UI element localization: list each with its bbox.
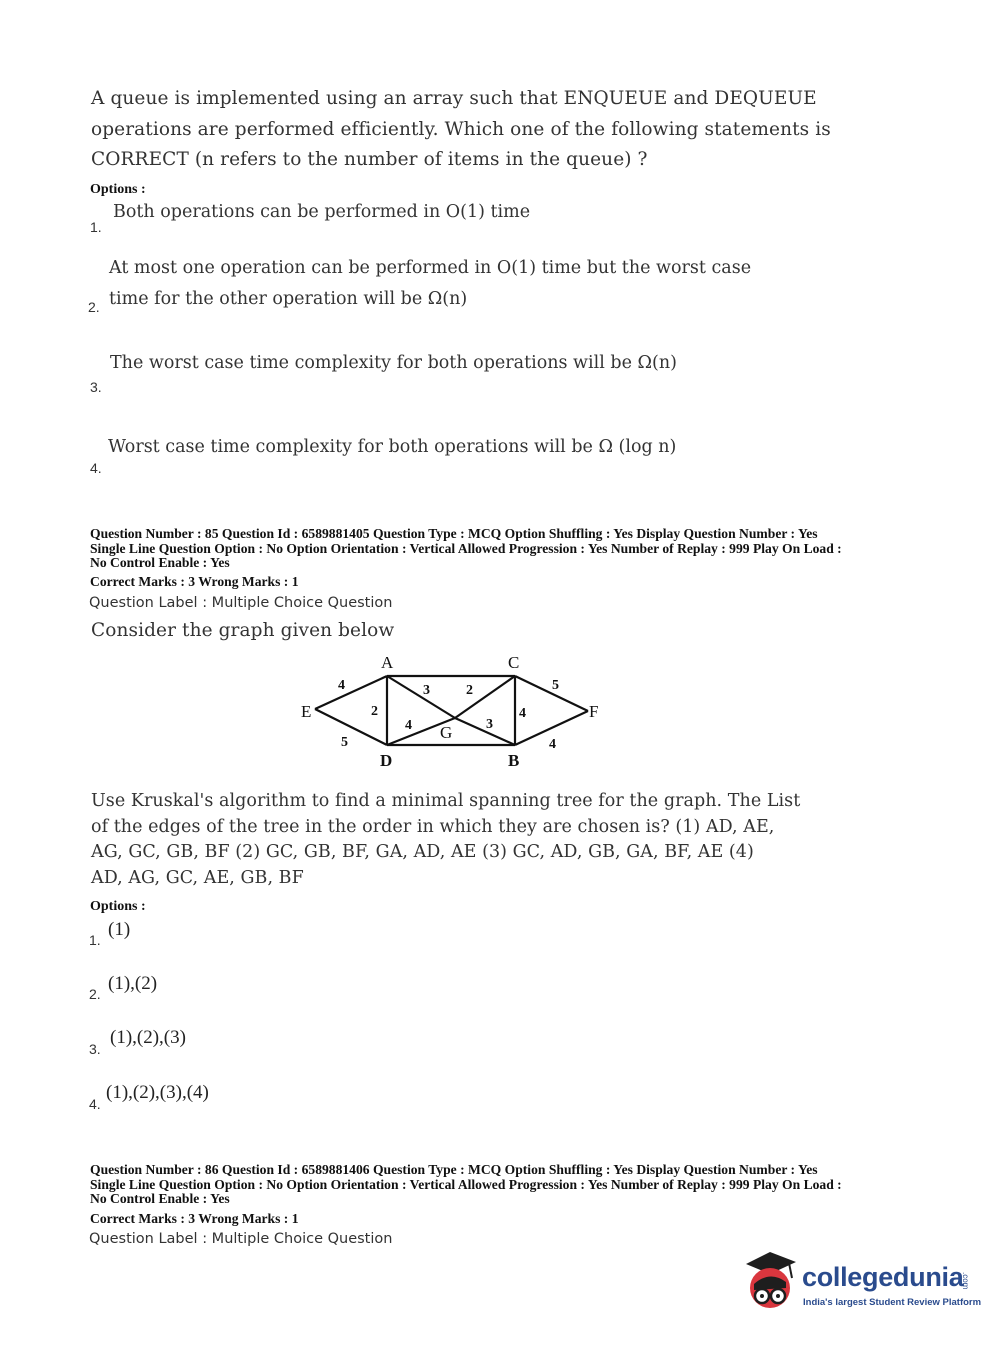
- node-label-f: F: [589, 702, 599, 721]
- q85-option-1-text[interactable]: (1): [108, 919, 131, 940]
- q84-option-1-text[interactable]: Both operations can be performed in O(1) time: [113, 202, 531, 222]
- q85-marks: Correct Marks : 3 Wrong Marks : 1: [90, 574, 299, 589]
- q86-meta-line: No Control Enable : Yes: [90, 1191, 230, 1206]
- weight-gb: 3: [486, 717, 493, 732]
- q84-option-3-text[interactable]: The worst case time complexity for both operations will be Ω(n): [110, 353, 677, 373]
- node-label-c: C: [508, 653, 520, 672]
- q85-label: Question Label : Multiple Choice Question: [89, 595, 393, 611]
- q84-question-line: CORRECT (n refers to the number of items in the queue) ?: [91, 149, 648, 170]
- q85-intro: Consider the graph given below: [91, 620, 395, 641]
- q86-meta-line: Question Number : 86 Question Id : 6589881406 Question Type : MCQ Option Shuffling : Yes Display Question Number : Yes: [90, 1162, 818, 1177]
- q85-question-line: AG, GC, GB, BF (2) GC, GB, BF, GA, AD, AE (3) GC, AD, GB, GA, BF, AE (4): [91, 842, 754, 862]
- q85-question-line: Use Kruskal's algorithm to find a minimal spanning tree for the graph. The List: [91, 791, 801, 811]
- weight-bf: 4: [549, 737, 556, 752]
- weight-ad: 2: [371, 704, 378, 719]
- q85-meta-line: Question Number : 85 Question Id : 6589881405 Question Type : MCQ Option Shuffling : Yes Display Question Number : Yes: [90, 526, 818, 541]
- q86-meta: [90, 1163, 950, 1207]
- q85-option-3-num: 3.: [89, 1041, 101, 1057]
- weight-ae: 4: [338, 678, 345, 693]
- edge-ag: [387, 676, 455, 718]
- q84-question-line: A queue is implemented using an array such that ENQUEUE and DEQUEUE: [91, 88, 817, 109]
- brand-logo: [740, 1248, 982, 1318]
- edge-gb: [455, 718, 515, 745]
- node-label-a: A: [381, 653, 394, 672]
- q85-question-line: of the edges of the tree in the order in which they are chosen is? (1) AD, AE,: [91, 816, 775, 837]
- brand-tld: .com: [961, 1272, 970, 1290]
- q85-option-2-num: 2.: [89, 986, 101, 1002]
- weight-ed: 5: [341, 735, 348, 750]
- q85-question-line: AD, AG, GC, AE, GB, BF: [91, 867, 304, 888]
- weight-cf: 5: [552, 678, 559, 693]
- q85-option-2-text[interactable]: (1),(2): [108, 973, 158, 994]
- q85-options-label: Options :: [90, 899, 146, 914]
- q84-option-3-num: 3.: [90, 379, 102, 395]
- q86-meta-line: Single Line Question Option : No Option Orientation : Vertical Allowed Progression : Yes Number of Replay : 999 Play On Load :: [90, 1176, 842, 1192]
- node-label-d: D: [380, 751, 393, 770]
- q84-option-1-num: 1.: [90, 219, 102, 235]
- edge-gc: [455, 676, 515, 718]
- q84-question: [91, 84, 831, 176]
- graph-figure: [295, 648, 615, 773]
- q84-question-line: operations are performed efficiently. Which one of the following statements is: [91, 118, 831, 140]
- q84-option-2-num: 2.: [88, 299, 100, 315]
- q84-option-2-text[interactable]: [109, 253, 751, 315]
- weight-cb: 4: [519, 706, 526, 721]
- node-label-b: B: [508, 751, 520, 770]
- q85-option-1-num: 1.: [89, 932, 101, 948]
- q86-label: Question Label : Multiple Choice Question: [89, 1231, 393, 1247]
- q85-question: [91, 789, 851, 891]
- weight-dg: 4: [405, 718, 412, 733]
- node-label-g: G: [440, 723, 453, 742]
- q85-option-3-text[interactable]: (1),(2),(3): [110, 1027, 186, 1048]
- q84-option-4-text[interactable]: Worst case time complexity for both operations will be Ω (log n): [108, 437, 677, 457]
- q84-options-label: Options :: [90, 182, 146, 197]
- q84-option-2-line: time for the other operation will be Ω(n): [109, 289, 468, 309]
- q85-meta: [90, 527, 950, 571]
- brand-tagline: India's largest Student Review Platform: [803, 1297, 982, 1308]
- brand-name: collegedunia: [802, 1262, 964, 1292]
- q85-meta-line: Single Line Question Option : No Option Orientation : Vertical Allowed Progression : Yes Number of Replay : 999 Play On Load :: [90, 540, 842, 556]
- weight-ag: 3: [423, 683, 430, 698]
- graduate-mascot-icon: [740, 1248, 802, 1314]
- q85-meta-line: No Control Enable : Yes: [90, 555, 230, 570]
- q85-option-4-text[interactable]: (1),(2),(3),(4): [106, 1082, 209, 1103]
- q85-option-4-num: 4.: [89, 1096, 101, 1112]
- q86-marks: Correct Marks : 3 Wrong Marks : 1: [90, 1211, 299, 1226]
- weight-gc: 2: [466, 683, 473, 698]
- q84-option-2-line: At most one operation can be performed in O(1) time but the worst case: [109, 258, 752, 278]
- q84-option-4-num: 4.: [90, 460, 102, 476]
- node-label-e: E: [301, 702, 312, 721]
